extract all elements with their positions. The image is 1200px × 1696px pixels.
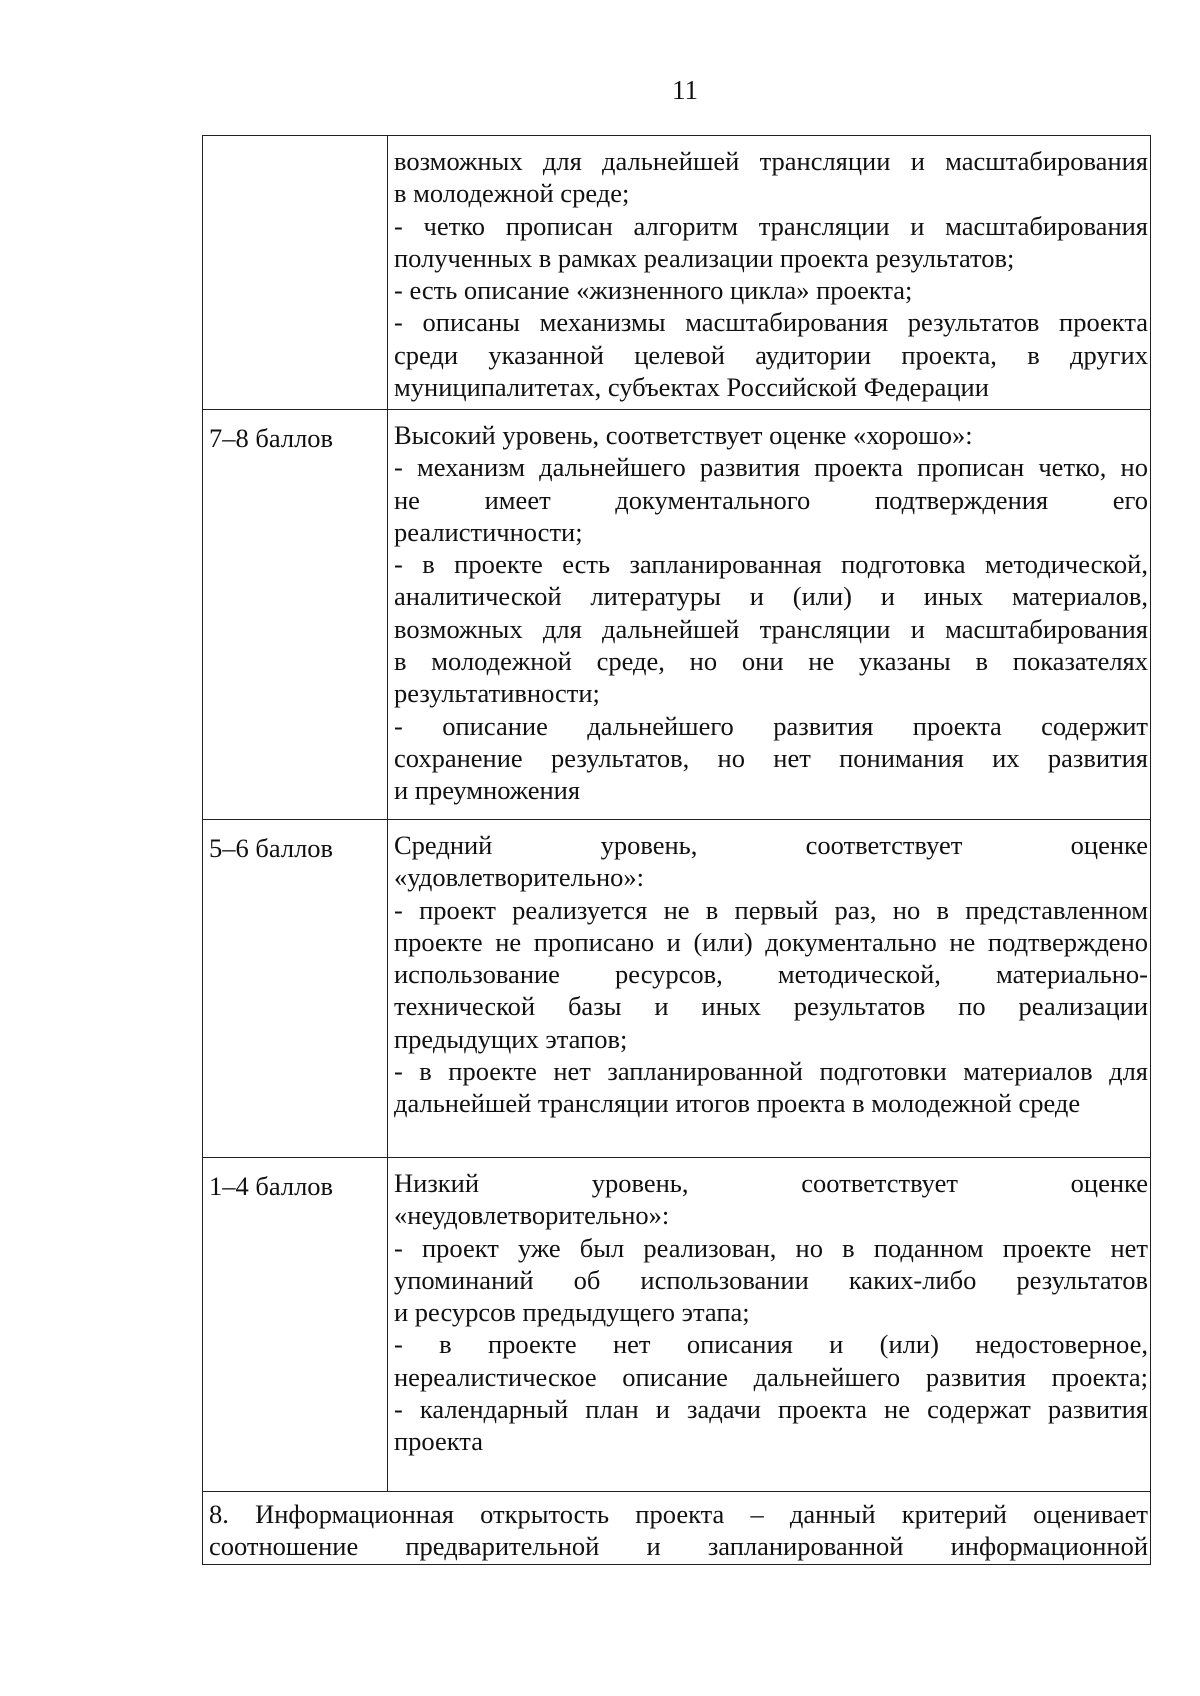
description-line: результативности; xyxy=(394,678,600,709)
description-line: - в проекте нет запланированной подготовки материалов для xyxy=(394,1056,1148,1087)
description-line: - проект уже был реализован, но в поданном проекте нет xyxy=(394,1232,1148,1263)
score-cell: 1–4 баллов xyxy=(203,1158,388,1492)
description-cell xyxy=(388,410,1151,820)
description-line: - в проекте есть запланированная подготовка методической, xyxy=(394,549,1148,580)
description-line: аналитической литературы и (или) и иных материалов, xyxy=(394,581,1148,612)
table-row xyxy=(203,1158,1151,1492)
description-cell xyxy=(388,1158,1151,1492)
description-line: среди указанной целевой аудитории проекта, в других xyxy=(394,339,1148,370)
description-line: - механизм дальнейшего развития проекта прописан четко, но xyxy=(394,452,1148,483)
description-line: - описаны механизмы масштабирования результатов проекта xyxy=(394,307,1148,338)
description-line: Средний уровень, соответствует оценке xyxy=(394,830,1148,860)
description-line: проекте не прописано и (или) документально не подтверждено xyxy=(394,926,1148,957)
description-line: использование ресурсов, методической, материально- xyxy=(394,959,1148,990)
criterion-cell xyxy=(203,1492,1151,1565)
description-line: и ресурсов предыдущего этапа; xyxy=(394,1297,750,1328)
description-line: «удовлетворительно»: xyxy=(394,862,645,893)
criterion-line: соотношение предварительной и запланированной информационной xyxy=(209,1531,1148,1562)
description-cell xyxy=(388,820,1151,1158)
page-number: 11 xyxy=(672,75,698,105)
description-line: - четко прописан алгоритм трансляции и масштабирования xyxy=(394,210,1148,241)
description-line: - описание дальнейшего развития проекта содержит xyxy=(394,710,1148,741)
description-line: не имеет документального подтверждения его xyxy=(394,484,1148,515)
table-row xyxy=(203,410,1151,820)
description-line: и преумножения xyxy=(394,775,581,806)
description-line: возможных для дальнейшей трансляции и масштабирования xyxy=(394,146,1148,176)
description-line: Низкий уровень, соответствует оценке xyxy=(394,1168,1148,1198)
description-line: проекта xyxy=(394,1426,483,1457)
table-row xyxy=(203,820,1151,1158)
criteria-table xyxy=(202,135,1151,1565)
description-line: в молодежной среде; xyxy=(394,178,630,209)
score-cell: 5–6 баллов xyxy=(203,820,388,1158)
description-line: дальнейшей трансляции итогов проекта в молодежной среде xyxy=(394,1088,1081,1119)
description-line: сохранение результатов, но нет понимания их развития xyxy=(394,742,1148,773)
description-line: возможных для дальнейшей трансляции и масштабирования xyxy=(394,613,1148,644)
description-line: нереалистическое описание дальнейшего развития проекта; xyxy=(394,1361,1148,1392)
score-cell xyxy=(203,136,388,410)
table-row xyxy=(203,136,1151,410)
description-line: - календарный план и задачи проекта не содержат развития xyxy=(394,1394,1148,1425)
description-cell xyxy=(388,136,1151,410)
description-line: «неудовлетворительно»: xyxy=(394,1200,670,1231)
description-line: - проект реализуется не в первый раз, но в представленном xyxy=(394,894,1148,925)
description-line: предыдущих этапов; xyxy=(394,1023,628,1054)
description-line: в молодежной среде, но они не указаны в показателях xyxy=(394,646,1148,677)
description-line: реалистичности; xyxy=(394,516,583,547)
description-line: - есть описание «жизненного цикла» проекта; xyxy=(394,275,913,306)
score-cell: 7–8 баллов xyxy=(203,410,388,820)
description-line: полученных в рамках реализации проекта результатов; xyxy=(394,242,1015,273)
criterion-line: 8. Информационная открытость проекта – данный критерий оценивает xyxy=(209,1499,1148,1529)
description-line: технической базы и иных результатов по реализации xyxy=(394,991,1148,1022)
description-line: - в проекте нет описания и (или) недостоверное, xyxy=(394,1329,1148,1360)
description-line: упоминаний об использовании каких-либо результатов xyxy=(394,1264,1148,1295)
criterion-row xyxy=(203,1492,1151,1565)
description-line: муниципалитетах, субъектах Российской Федерации xyxy=(394,372,989,403)
description-line: Высокий уровень, соответствует оценке «хорошо»: xyxy=(394,420,973,450)
